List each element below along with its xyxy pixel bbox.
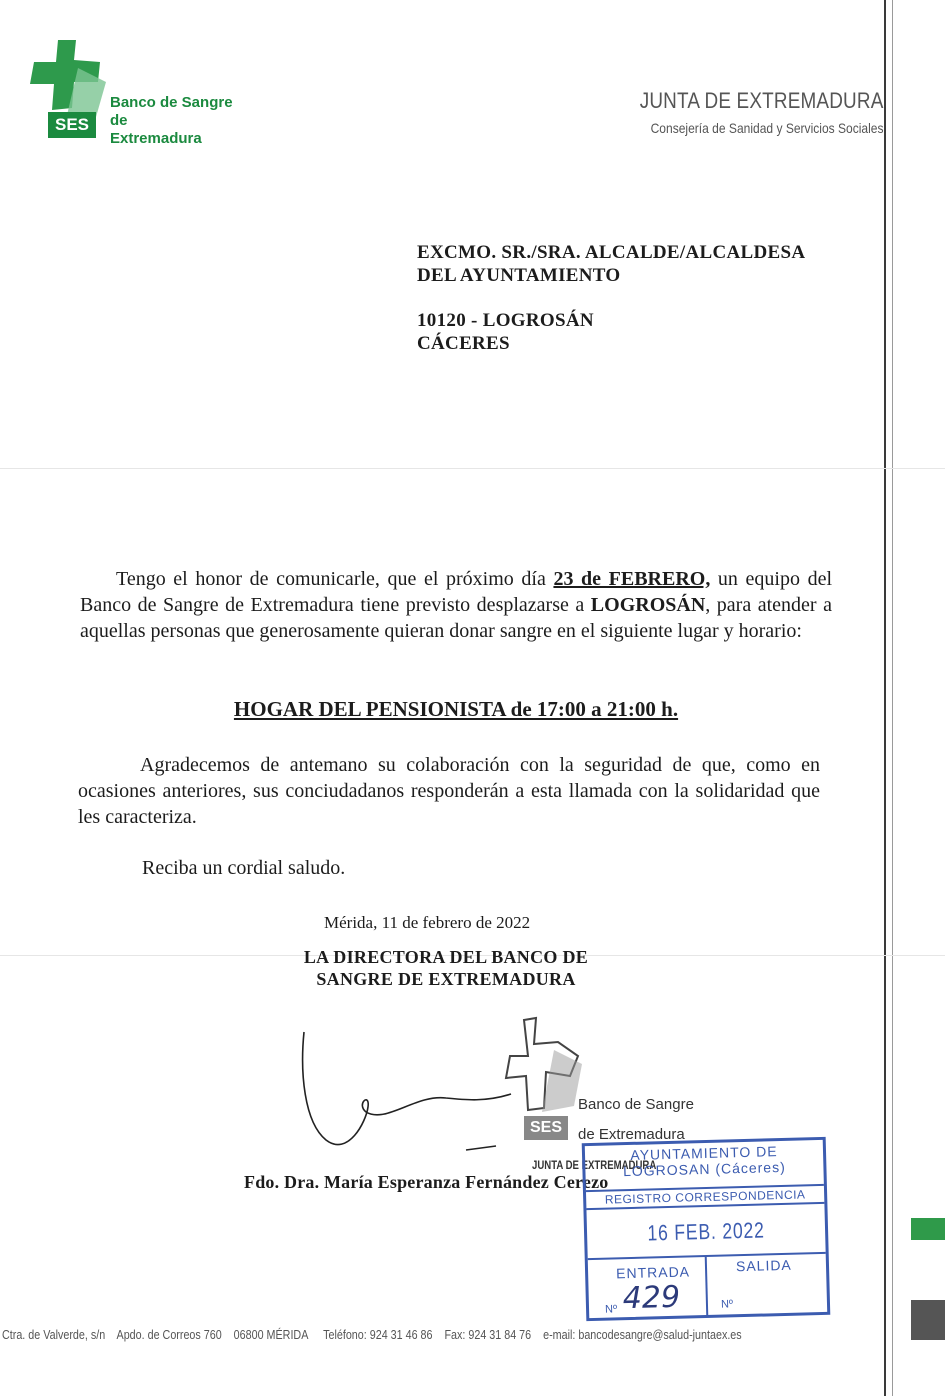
closing-greeting: Reciba un cordial saludo. xyxy=(142,857,346,879)
stamp-header xyxy=(585,1142,824,1180)
page-edge-stripe xyxy=(911,1300,945,1340)
recipient-line: EXCMO. SR./SRA. ALCALDE/ALCALDESA xyxy=(417,242,806,263)
logo-line: Extremadura xyxy=(110,130,202,147)
seal-line: de Extremadura xyxy=(578,1126,685,1143)
stamp-entrada-number: 429 xyxy=(622,1279,681,1317)
seal-junta: JUNTA DE EXTREMADURA xyxy=(532,1158,657,1172)
footer-city: 06800 MÉRIDA xyxy=(233,1328,309,1342)
stamp-line: AYUNTAMIENTO DE xyxy=(630,1143,778,1163)
logo-name xyxy=(110,94,233,148)
ses-logo xyxy=(28,38,110,144)
place-date: Mérida, 11 de febrero de 2022 xyxy=(324,913,531,932)
venue-line: HOGAR DEL PENSIONISTA de 17:00 a 21:00 h. xyxy=(233,697,679,721)
footer-phone: Teléfono: 924 31 46 86 xyxy=(323,1328,433,1342)
event-date: 23 de FEBRERO, xyxy=(553,568,711,590)
footer-email: e-mail: bancodesangre@salud-juntaex.es xyxy=(543,1328,742,1342)
body-text: Tengo el honor de comunicarle, que el próximo día xyxy=(116,568,554,590)
stamp-grid xyxy=(588,1252,827,1318)
stamp-no-label: Nº xyxy=(604,1303,618,1316)
recipient-line: 10120 - LOGROSÁN xyxy=(417,310,594,331)
signatory-role xyxy=(0,946,892,990)
stamp-entrada-label: ENTRADA xyxy=(615,1263,691,1282)
recipient-line: CÁCERES xyxy=(417,333,510,354)
footer-fax: Fax: 924 31 84 76 xyxy=(444,1328,532,1342)
footer-po-box: Apdo. de Correos 760 xyxy=(116,1328,222,1342)
stamp-date: 16 FEB. 2022 xyxy=(647,1217,765,1246)
footer-address: Ctra. de Valverde, s/n xyxy=(2,1328,106,1342)
signed-by: Fdo. Dra. María Esperanza Fernández Cerezo xyxy=(244,1172,609,1192)
body-text: un equipo del Banco de Sangre de Extremadura tiene previsto desplazarse a xyxy=(80,568,832,616)
ses-badge: SES xyxy=(48,112,96,138)
stamp-line: LOGROSAN (Cáceres) xyxy=(622,1158,786,1180)
page-edge-stripe xyxy=(911,1218,945,1240)
recipient-line: DEL AYUNTAMIENTO xyxy=(417,265,621,286)
recipient-block xyxy=(417,241,805,355)
registry-stamp xyxy=(582,1137,831,1321)
stamp-salida-label: SALIDA xyxy=(735,1256,792,1275)
stamp-no-label: Nº xyxy=(720,1298,734,1311)
footer-contact xyxy=(2,1328,742,1342)
stamp-registry: REGISTRO CORRESPONDENCIA xyxy=(586,1184,824,1210)
role-line: LA DIRECTORA DEL BANCO DE xyxy=(303,947,589,967)
paper-fold-line xyxy=(0,468,945,469)
junta-subtitle: Consejería de Sanidad y Servicios Sociales xyxy=(651,120,884,136)
seal-line: Banco de Sangre xyxy=(578,1096,694,1113)
junta-header xyxy=(600,88,884,136)
body-paragraph: Agradecemos de antemano su colaboración con la seguridad de que, como en ocasiones anteriores, sus conciudadanos responderán a esta llamada con la solidaridad que les caracteriza. xyxy=(78,754,820,828)
stamp-divider xyxy=(705,1257,709,1315)
logo-line: de xyxy=(110,112,128,129)
body-text: , para atender a aquellas personas que generosamente quieran donar sangre en el siguiente lugar y horario: xyxy=(80,594,832,642)
role-line: SANGRE DE EXTREMADURA xyxy=(316,969,576,989)
logo-line: Banco de Sangre xyxy=(110,94,233,111)
body-paragraph xyxy=(80,566,832,644)
seal-badge: SES xyxy=(524,1116,568,1140)
town-name: LOGROSÁN xyxy=(590,594,706,616)
junta-title: JUNTA DE EXTREMADURA xyxy=(640,88,884,113)
